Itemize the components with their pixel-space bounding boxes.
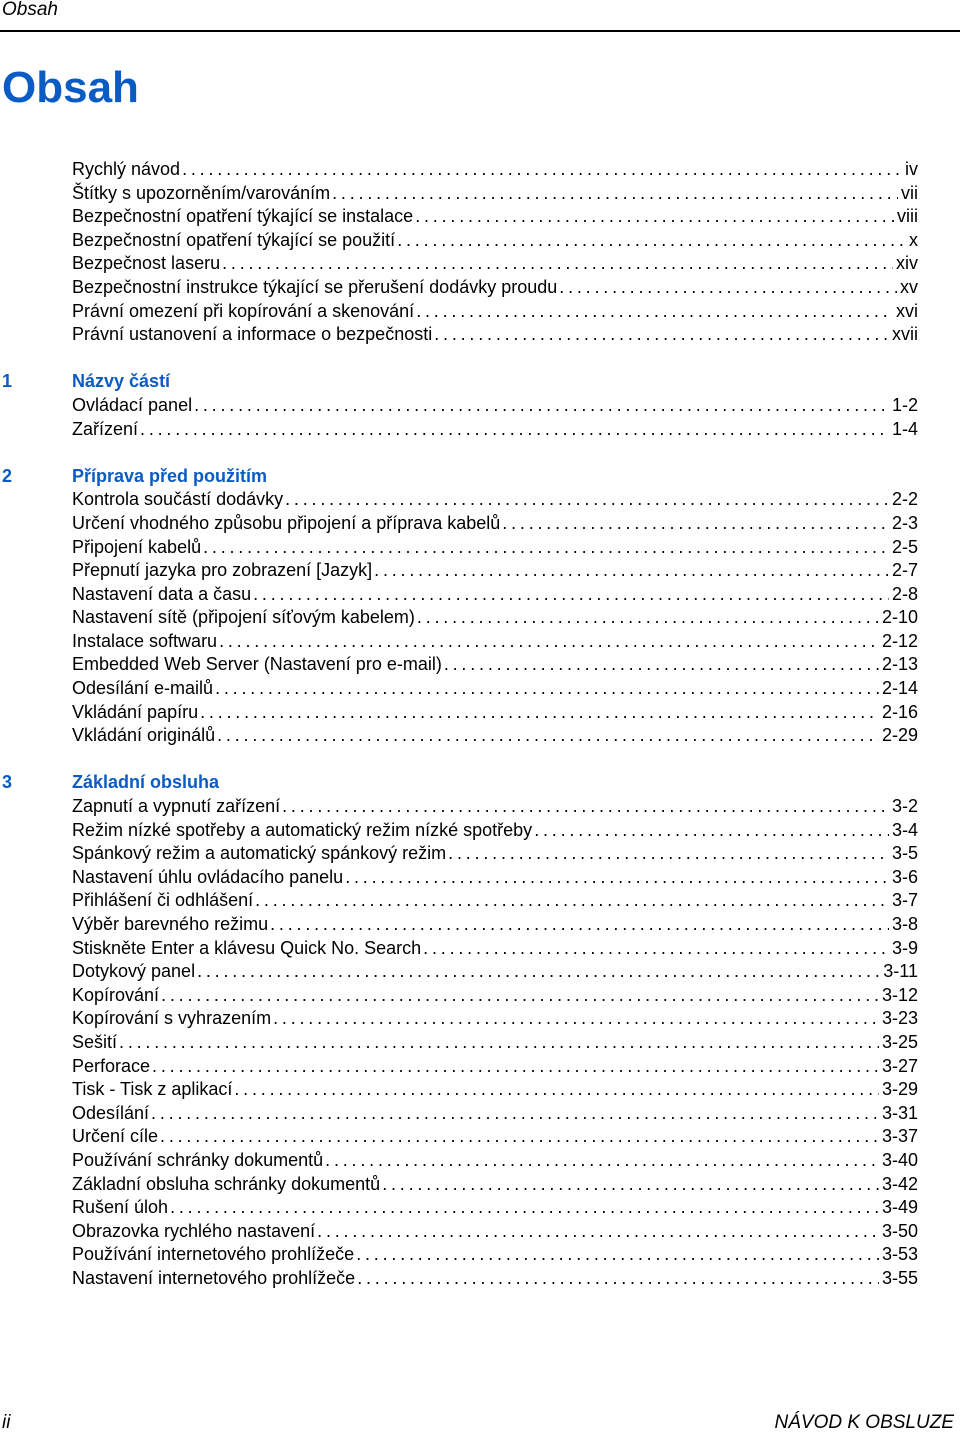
toc-entry[interactable] <box>0 1173 960 1197</box>
toc-entry-title: Bezpečnostní opatření týkající se instalace <box>72 206 414 227</box>
toc-leader-dots <box>119 1031 879 1055</box>
footer-manual-name: NÁVOD K OBSLUZE <box>774 1412 954 1433</box>
toc-leader-dots <box>317 1220 879 1244</box>
toc-entry-page: iv <box>905 159 918 179</box>
toc-entry-title: Připojení kabelů <box>72 536 202 557</box>
toc-entry-page: xiv <box>896 253 918 274</box>
toc-entry-title: Používání schránky dokumentů <box>72 1149 324 1170</box>
toc-entry-page: 3-8 <box>891 914 918 934</box>
toc-entry-page: x <box>909 229 918 250</box>
toc-leader-dots <box>234 1078 879 1102</box>
toc-entry-title: Odesílání <box>72 1102 150 1123</box>
chapter-heading[interactable] <box>0 771 960 795</box>
toc-leader-dots <box>140 418 889 442</box>
toc-entry-title: Instalace softwaru <box>72 630 218 651</box>
toc-entry-title: Nastavení úhlu ovládacího panelu <box>72 866 344 887</box>
toc-leader-dots <box>416 300 893 324</box>
toc-entry[interactable] <box>0 1220 960 1244</box>
toc-entry-page: 2-7 <box>891 560 918 581</box>
toc-entry-page: 2-16 <box>881 701 918 722</box>
toc-entry-page: 3-31 <box>881 1102 918 1123</box>
toc-entry-page: 2-2 <box>891 489 918 510</box>
toc-entry-page: 3-49 <box>881 1197 918 1218</box>
toc-entry-page: xvii <box>892 324 918 345</box>
toc-leader-dots <box>253 583 889 607</box>
toc-leader-dots <box>160 1125 879 1149</box>
chapter-title: Příprava před použitím <box>72 465 268 486</box>
page-title: Obsah <box>2 63 139 112</box>
toc-entry-page: 2-14 <box>881 678 918 699</box>
toc-entry[interactable] <box>0 1125 960 1149</box>
toc-entry[interactable] <box>0 1031 960 1055</box>
footer-page-number: ii <box>2 1412 11 1433</box>
toc-entry[interactable] <box>0 512 960 536</box>
toc-leader-dots <box>356 1243 879 1267</box>
toc-entry-page: 3-23 <box>881 1008 918 1029</box>
toc-entry-title: Výběr barevného režimu <box>72 914 269 934</box>
toc-entry-title: Kopírování s vyhrazením <box>72 1008 272 1029</box>
toc-entry-page: 3-11 <box>883 961 918 982</box>
toc-entry[interactable] <box>0 653 960 677</box>
toc-entry-page: 3-55 <box>881 1267 918 1288</box>
toc-entry[interactable] <box>0 583 960 607</box>
toc-leader-dots <box>215 677 879 701</box>
toc-entry[interactable] <box>0 323 960 347</box>
toc-entry-page: 3-25 <box>881 1031 918 1052</box>
toc-entry-title: Vkládání papíru <box>72 701 199 722</box>
toc-entry-page: 2-8 <box>891 583 918 604</box>
toc-entry-page: 3-42 <box>881 1173 918 1194</box>
toc-entry-title: Zařízení <box>72 418 139 439</box>
toc-entry-title: Obrazovka rychlého nastavení <box>72 1220 316 1241</box>
toc-entry[interactable] <box>0 276 960 300</box>
toc-leader-dots <box>444 653 879 677</box>
toc-entry-title: Rušení úloh <box>72 1197 169 1218</box>
toc-entry[interactable] <box>0 795 960 819</box>
toc-leader-dots <box>332 182 898 206</box>
toc-entry-title: Odesílání e-mailů <box>72 678 214 699</box>
toc-spacer <box>0 441 960 465</box>
toc-entry-title: Tisk - Tisk z aplikací <box>72 1079 233 1100</box>
toc-entry-page: 3-7 <box>891 890 918 911</box>
toc-entry[interactable] <box>0 394 960 418</box>
toc-leader-dots <box>423 937 889 961</box>
toc-entry[interactable] <box>0 1102 960 1126</box>
toc-leader-dots <box>382 1173 879 1197</box>
toc-leader-dots <box>417 606 879 630</box>
toc-entry-page: 3-6 <box>891 866 918 887</box>
toc-entry-title: Dotykový panel <box>72 961 196 982</box>
toc-entry[interactable] <box>0 229 960 253</box>
chapter-number: 2 <box>2 465 13 486</box>
toc-entry-page: 3-2 <box>891 796 918 817</box>
toc-entry[interactable] <box>0 205 960 229</box>
toc-entry[interactable] <box>0 536 960 560</box>
toc-entry-page: 3-12 <box>881 984 918 1005</box>
toc-entry[interactable] <box>0 889 960 913</box>
chapter-title: Názvy částí <box>72 371 171 392</box>
toc-entry[interactable] <box>0 630 960 654</box>
toc-entry-title: Zapnutí a vypnutí zařízení <box>72 796 281 817</box>
toc-leader-dots <box>194 394 889 418</box>
toc-entry-page: 3-27 <box>881 1055 918 1076</box>
toc-entry-title: Základní obsluha schránky dokumentů <box>72 1173 381 1194</box>
toc-entry-title: Ovládací panel <box>72 394 193 415</box>
toc-spacer <box>0 347 960 371</box>
toc-leader-dots <box>203 536 889 560</box>
toc-leader-dots <box>285 488 889 512</box>
toc-entry-title: Bezpečnostní opatření týkající se použití <box>72 229 396 250</box>
toc-entry[interactable] <box>0 488 960 512</box>
toc-leader-dots <box>270 913 889 937</box>
toc-entry-title: Kopírování <box>72 984 160 1005</box>
toc-entry[interactable] <box>0 1267 960 1291</box>
toc-entry[interactable] <box>0 913 960 937</box>
toc-entry-page: xv <box>900 276 918 297</box>
toc-leader-dots <box>559 276 897 300</box>
toc-leader-dots <box>222 252 893 276</box>
toc-entry-page: xvi <box>896 300 918 321</box>
toc-leader-dots <box>273 1007 879 1031</box>
toc-leader-dots <box>200 701 879 725</box>
toc-entry[interactable] <box>0 418 960 442</box>
toc-entry-page: 3-29 <box>881 1079 918 1100</box>
toc-entry[interactable] <box>0 1078 960 1102</box>
toc-entry-title: Právní omezení při kopírování a skenování <box>72 300 415 321</box>
toc-entry[interactable] <box>0 842 960 866</box>
toc-entry-title: Rychlý návod <box>72 159 181 179</box>
toc-entry-title: Bezpečnostní instrukce týkající se přerušení dodávky proudu <box>72 276 558 297</box>
toc-leader-dots <box>217 724 879 748</box>
toc-entry-page: 3-5 <box>891 843 918 864</box>
header-rule <box>0 30 960 32</box>
toc-leader-dots <box>345 866 889 890</box>
toc-leader-dots <box>197 960 880 984</box>
toc-entry-page: 2-13 <box>881 654 918 675</box>
toc-entry[interactable] <box>0 606 960 630</box>
toc-leader-dots <box>434 323 889 347</box>
toc-entry-page: viii <box>897 206 918 227</box>
toc-entry-title: Vkládání originálů <box>72 725 216 746</box>
toc-entry-title: Kontrola součástí dodávky <box>72 489 284 510</box>
running-header: Obsah <box>2 0 58 20</box>
toc-entry-title: Přepnutí jazyka pro zobrazení [Jazyk] <box>72 560 373 581</box>
toc-entry-title: Určení vhodného způsobu připojení a příprava kabelů <box>72 512 501 533</box>
toc-leader-dots <box>170 1196 879 1220</box>
toc-leader-dots <box>255 889 889 913</box>
toc-entry-page: 2-5 <box>891 536 918 557</box>
toc-entry[interactable] <box>0 1007 960 1031</box>
toc-entry-page: 1-4 <box>891 418 918 439</box>
toc-leader-dots <box>325 1149 879 1173</box>
toc-leader-dots <box>397 229 906 253</box>
toc-entry[interactable] <box>0 960 960 984</box>
toc-entry-page: 3-37 <box>881 1126 918 1147</box>
toc-entry-title: Používání internetového prohlížeče <box>72 1244 355 1265</box>
toc-leader-dots <box>182 158 902 182</box>
toc-entry-page: 3-9 <box>891 937 918 958</box>
toc-entry[interactable] <box>0 819 960 843</box>
toc-leader-dots <box>415 205 894 229</box>
toc-entry-page: 1-2 <box>891 394 918 415</box>
toc-entry[interactable] <box>0 182 960 206</box>
toc-entry-page: 2-12 <box>881 630 918 651</box>
toc-entry[interactable] <box>0 1196 960 1220</box>
toc-entry[interactable] <box>0 984 960 1008</box>
chapter-title: Základní obsluha <box>72 772 220 793</box>
toc-leader-dots <box>357 1267 879 1291</box>
toc-entry[interactable] <box>0 866 960 890</box>
toc-leader-dots <box>502 512 889 536</box>
toc-leader-dots <box>534 819 889 843</box>
toc-leader-dots <box>161 984 879 1008</box>
toc-entry-page: 3-4 <box>891 819 918 840</box>
toc-entry-page: 2-3 <box>891 512 918 533</box>
toc-entry-title: Určení cíle <box>72 1126 159 1147</box>
toc-entry-title: Nastavení sítě (připojení síťovým kabelem) <box>72 607 415 628</box>
toc-entry[interactable] <box>0 300 960 324</box>
toc-entry[interactable] <box>0 937 960 961</box>
toc-entry-title: Nastavení internetového prohlížeče <box>72 1267 356 1288</box>
toc-leader-dots <box>374 559 889 583</box>
toc-entry[interactable] <box>0 724 960 748</box>
toc-entry[interactable] <box>0 252 960 276</box>
toc-entry[interactable] <box>0 677 960 701</box>
toc-entry-title: Stiskněte Enter a klávesu Quick No. Search <box>72 937 422 958</box>
toc-entry-title: Spánkový režim a automatický spánkový režim <box>72 843 447 864</box>
toc-entry[interactable] <box>0 701 960 725</box>
toc-entry[interactable] <box>0 559 960 583</box>
toc-entry-title: Bezpečnost laseru <box>72 253 221 274</box>
toc-entry[interactable] <box>0 1149 960 1173</box>
toc-leader-dots <box>282 795 889 819</box>
table-of-contents <box>0 158 960 1291</box>
toc-entry-title: Perforace <box>72 1055 151 1076</box>
toc-entry[interactable] <box>0 1055 960 1079</box>
toc-entry-title: Embedded Web Server (Nastavení pro e-mail) <box>72 654 442 675</box>
toc-leader-dots <box>152 1055 879 1079</box>
toc-leader-dots <box>448 842 889 866</box>
toc-entry-page: 3-50 <box>881 1220 918 1241</box>
toc-entry-page: 2-10 <box>881 607 918 628</box>
toc-entry[interactable] <box>0 158 960 182</box>
toc-entry-title: Nastavení data a času <box>72 583 252 604</box>
toc-entry-title: Štítky s upozorněním/varováním <box>72 182 331 203</box>
toc-entry-title: Přihlášení či odhlášení <box>72 890 254 911</box>
chapter-heading[interactable] <box>0 370 960 394</box>
toc-entry[interactable] <box>0 1243 960 1267</box>
toc-entry-page: vii <box>901 182 918 203</box>
toc-spacer <box>0 748 960 772</box>
toc-leader-dots <box>151 1102 879 1126</box>
toc-entry-page: 3-40 <box>881 1149 918 1170</box>
toc-leader-dots <box>219 630 879 654</box>
toc-entry-title: Sešití <box>72 1031 118 1052</box>
toc-entry-page: 2-29 <box>881 725 918 746</box>
chapter-number: 3 <box>2 772 13 793</box>
toc-entry-page: 3-53 <box>881 1244 918 1265</box>
toc-entry-title: Právní ustanovení a informace o bezpečnosti <box>72 324 433 345</box>
chapter-number: 1 <box>2 371 13 392</box>
chapter-heading[interactable] <box>0 465 960 489</box>
toc-entry-title: Režim nízké spotřeby a automatický režim nízké spotřeby <box>72 819 533 840</box>
